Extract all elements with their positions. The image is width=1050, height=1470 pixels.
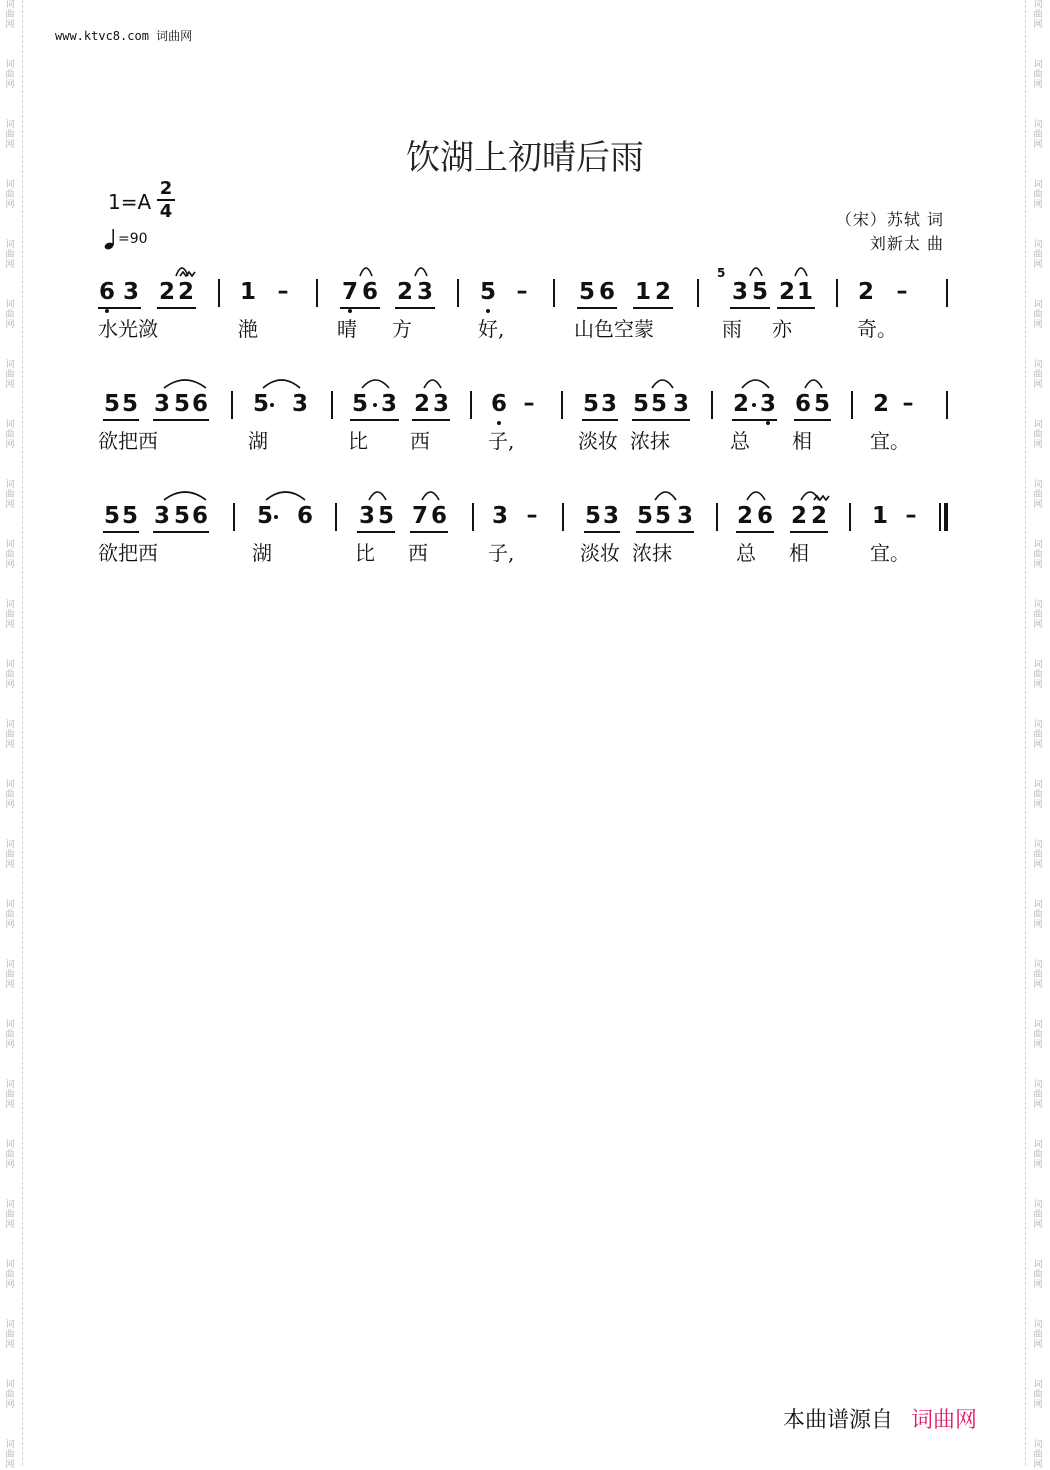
watermark-text: 词 曲 网 bbox=[1033, 420, 1043, 450]
note: 3 bbox=[491, 503, 508, 529]
lyric-syllable: 相 bbox=[789, 541, 809, 565]
lyric-syllable: 子, bbox=[488, 541, 515, 565]
watermark-text: 词 曲 网 bbox=[1033, 840, 1043, 870]
watermark-text: 词 曲 网 bbox=[1033, 1200, 1043, 1230]
lyric-syllable: 总 bbox=[730, 429, 750, 453]
slur-arc bbox=[750, 268, 762, 276]
note: 5 bbox=[751, 279, 768, 305]
watermark-text: 词 曲 网 bbox=[5, 720, 15, 750]
watermark-text: 词 曲 网 bbox=[1033, 720, 1043, 750]
note: 3 bbox=[600, 391, 617, 417]
watermark-text: 词 曲 网 bbox=[1033, 1260, 1043, 1290]
lyric-syllable: 欲把西 bbox=[98, 541, 158, 565]
slur-arc bbox=[164, 492, 206, 500]
sustain-dash: – bbox=[526, 503, 538, 528]
slur-arc bbox=[747, 492, 765, 500]
note: 2 bbox=[857, 279, 874, 305]
note: 2 bbox=[736, 503, 753, 529]
note: 5 bbox=[103, 391, 120, 417]
note: 3 bbox=[731, 279, 748, 305]
lyric-syllable: 湖 bbox=[248, 429, 268, 453]
note: 2 bbox=[810, 503, 827, 529]
note: 3 bbox=[676, 503, 693, 529]
note: 3 bbox=[432, 391, 449, 417]
note: 6 bbox=[191, 391, 208, 417]
watermark-text: 词 曲 网 bbox=[1033, 1020, 1043, 1050]
slur-arc bbox=[422, 492, 439, 500]
watermark-text: 词 曲 网 bbox=[5, 420, 15, 450]
watermark-text: 词 曲 网 bbox=[1033, 180, 1043, 210]
note: 5 bbox=[636, 503, 653, 529]
watermark-text: 词 曲 网 bbox=[5, 180, 15, 210]
watermark-text: 词 曲 网 bbox=[5, 600, 15, 630]
sustain-dash: – bbox=[905, 503, 917, 528]
mordent-ornament bbox=[814, 496, 829, 500]
composer-credit: 刘新太 曲 bbox=[869, 234, 944, 253]
note: 5 bbox=[584, 503, 601, 529]
sustain-dash: – bbox=[277, 279, 289, 304]
note: 7 bbox=[341, 279, 358, 305]
note: 2 bbox=[732, 391, 749, 417]
watermark-text: 词 曲 网 bbox=[5, 540, 15, 570]
slur-arc bbox=[266, 492, 305, 500]
watermark-text: 词 曲 网 bbox=[1033, 1380, 1043, 1410]
note: 6 bbox=[756, 503, 773, 529]
note: 5 bbox=[582, 391, 599, 417]
note: 1 bbox=[239, 279, 256, 305]
note: 3 bbox=[759, 391, 776, 417]
time-signature-bottom: 4 bbox=[159, 201, 173, 222]
sustain-dash: – bbox=[902, 391, 914, 416]
note: 6 bbox=[361, 279, 378, 305]
lyric-syllable: 好, bbox=[478, 317, 505, 341]
note: 2 bbox=[177, 279, 194, 305]
note: 1 bbox=[796, 279, 813, 305]
watermark-text: 词 曲 网 bbox=[1033, 300, 1043, 330]
slur-arc bbox=[424, 380, 441, 388]
lyric-syllable: 淡妆 bbox=[578, 429, 618, 453]
note: 5 bbox=[578, 279, 595, 305]
watermark-text: 词 曲 网 bbox=[5, 1140, 15, 1170]
watermark-text: 词 曲 网 bbox=[1033, 360, 1043, 390]
slur-arc bbox=[369, 492, 386, 500]
song-title: 饮湖上初晴后雨 bbox=[406, 138, 644, 178]
lyric-syllable: 宜。 bbox=[870, 429, 910, 453]
lyric-syllable: 总 bbox=[736, 541, 756, 565]
note: 5 bbox=[632, 391, 649, 417]
watermark-text: 词 曲 网 bbox=[5, 840, 15, 870]
watermark-text: 词 曲 网 bbox=[5, 60, 15, 90]
lyric-syllable: 方 bbox=[392, 317, 412, 341]
slur-arc bbox=[655, 492, 676, 500]
slur-arc bbox=[360, 268, 372, 276]
slur-arc bbox=[415, 268, 427, 276]
watermark-text: 词 曲 网 bbox=[1033, 480, 1043, 510]
site-header: www.ktvc8.com 词曲网 bbox=[55, 29, 193, 43]
key-signature: 1=A bbox=[108, 190, 152, 214]
note: 2 bbox=[158, 279, 175, 305]
lyric-syllable: 晴 bbox=[337, 317, 357, 341]
watermark-text: 词 曲 网 bbox=[1033, 960, 1043, 990]
note: 5 bbox=[650, 391, 667, 417]
watermark-text: 词 曲 网 bbox=[5, 360, 15, 390]
note: 5 bbox=[351, 391, 368, 417]
note: 6 bbox=[490, 391, 507, 417]
watermark-text: 词 曲 网 bbox=[1033, 1080, 1043, 1110]
slur-arc bbox=[795, 268, 807, 276]
watermark-text: 词 曲 网 bbox=[1033, 1320, 1043, 1350]
lyric-syllable: 比 bbox=[355, 541, 375, 565]
footer-source bbox=[783, 1403, 977, 1434]
note: 3 bbox=[380, 391, 397, 417]
lyric-syllable: 亦 bbox=[772, 317, 792, 341]
lyric-syllable: 雨 bbox=[722, 317, 742, 341]
note: 2 bbox=[872, 391, 889, 417]
slur-arc bbox=[652, 380, 673, 388]
note: 3 bbox=[122, 279, 139, 305]
watermark-text: 词 曲 网 bbox=[1033, 600, 1043, 630]
sustain-dash: – bbox=[896, 279, 908, 304]
note: 2 bbox=[413, 391, 430, 417]
watermark-text: 词 曲 网 bbox=[5, 120, 15, 150]
grace-note: 5 bbox=[717, 266, 726, 280]
lyric-syllable: 欲把西 bbox=[98, 429, 158, 453]
footer-brand: 词曲网 bbox=[911, 1408, 978, 1433]
slur-arc bbox=[263, 380, 300, 388]
slur-arc bbox=[805, 380, 822, 388]
note: 6 bbox=[598, 279, 615, 305]
watermark-text: 词 曲 网 bbox=[1033, 1440, 1043, 1470]
lyric-syllable: 宜。 bbox=[870, 541, 910, 565]
watermark-text: 词 曲 网 bbox=[1033, 660, 1043, 690]
watermark-text: 词 曲 网 bbox=[5, 660, 15, 690]
watermark-text: 词 曲 网 bbox=[5, 960, 15, 990]
watermark-text: 词 曲 网 bbox=[5, 1320, 15, 1350]
lyric-syllable: 湖 bbox=[252, 541, 272, 565]
watermark-text: 词 曲 网 bbox=[5, 1200, 15, 1230]
lyricist-credit: （宋）苏轼 词 bbox=[835, 210, 944, 229]
note: 1 bbox=[871, 503, 888, 529]
slur-arc bbox=[742, 380, 769, 388]
note: 5 bbox=[173, 503, 190, 529]
note: 5 bbox=[479, 279, 496, 305]
note: 3 bbox=[672, 391, 689, 417]
watermark-text: 词 曲 网 bbox=[1033, 240, 1043, 270]
note: 3 bbox=[291, 391, 308, 417]
note: 3 bbox=[358, 503, 375, 529]
lyric-syllable: 相 bbox=[792, 429, 812, 453]
note: 6 bbox=[430, 503, 447, 529]
lyric-syllable: 西 bbox=[410, 429, 430, 453]
note: 5 bbox=[377, 503, 394, 529]
lyric-syllable: 西 bbox=[408, 541, 428, 565]
watermark-text: 词 曲 网 bbox=[5, 1080, 15, 1110]
watermark-text: 词 曲 网 bbox=[1033, 0, 1043, 30]
watermark-text: 词 曲 网 bbox=[1033, 900, 1043, 930]
note: 5 bbox=[121, 503, 138, 529]
watermark-text: 词 曲 网 bbox=[5, 480, 15, 510]
note: 2 bbox=[790, 503, 807, 529]
note: 3 bbox=[153, 391, 170, 417]
note: 6 bbox=[191, 503, 208, 529]
note: 5 bbox=[252, 391, 269, 417]
watermark-text: 词 曲 网 bbox=[1033, 540, 1043, 570]
watermark-text: 词 曲 网 bbox=[5, 1260, 15, 1290]
footer-prefix: 本曲谱源自 bbox=[783, 1408, 894, 1433]
watermark-text: 词 曲 网 bbox=[1033, 60, 1043, 90]
lyric-syllable: 山色空蒙 bbox=[574, 317, 654, 341]
sustain-dash: – bbox=[516, 279, 528, 304]
note: 7 bbox=[411, 503, 428, 529]
note: 2 bbox=[654, 279, 671, 305]
note: 6 bbox=[98, 279, 115, 305]
lyric-syllable: 淡妆 bbox=[580, 541, 620, 565]
slur-arc bbox=[362, 380, 389, 388]
time-signature-top: 2 bbox=[159, 178, 173, 199]
note: 3 bbox=[153, 503, 170, 529]
lyric-syllable: 子, bbox=[488, 429, 515, 453]
watermark-text: 词 曲 网 bbox=[5, 300, 15, 330]
note: 5 bbox=[256, 503, 273, 529]
note: 5 bbox=[654, 503, 671, 529]
lyric-syllable: 比 bbox=[348, 429, 368, 453]
slur-arc bbox=[164, 380, 206, 388]
watermark-text: 词 曲 网 bbox=[1033, 1140, 1043, 1170]
note: 3 bbox=[416, 279, 433, 305]
lyric-syllable: 滟 bbox=[238, 317, 258, 341]
watermark-text: 词 曲 网 bbox=[5, 780, 15, 810]
lyric-syllable: 水光潋 bbox=[98, 317, 158, 341]
note: 2 bbox=[396, 279, 413, 305]
note: 1 bbox=[634, 279, 651, 305]
lyric-syllable: 奇。 bbox=[857, 317, 897, 341]
note: 5 bbox=[173, 391, 190, 417]
watermark-text: 词 曲 网 bbox=[5, 1380, 15, 1410]
sustain-dash: – bbox=[523, 391, 535, 416]
note: 3 bbox=[602, 503, 619, 529]
watermark-text: 词 曲 网 bbox=[1033, 120, 1043, 150]
watermark-text: 词 曲 网 bbox=[5, 0, 15, 30]
tempo-value: =90 bbox=[118, 231, 148, 247]
note: 5 bbox=[103, 503, 120, 529]
watermark-text: 词 曲 网 bbox=[5, 900, 15, 930]
watermark-text: 词 曲 网 bbox=[5, 1020, 15, 1050]
note: 5 bbox=[813, 391, 830, 417]
lyric-syllable: 浓抹 bbox=[632, 541, 672, 565]
note: 5 bbox=[121, 391, 138, 417]
lyric-syllable: 浓抹 bbox=[630, 429, 670, 453]
watermark-text: 词 曲 网 bbox=[1033, 780, 1043, 810]
watermark-text: 词 曲 网 bbox=[5, 240, 15, 270]
note: 2 bbox=[778, 279, 795, 305]
watermark-text: 词 曲 网 bbox=[5, 1440, 15, 1470]
note: 6 bbox=[794, 391, 811, 417]
note: 6 bbox=[296, 503, 313, 529]
